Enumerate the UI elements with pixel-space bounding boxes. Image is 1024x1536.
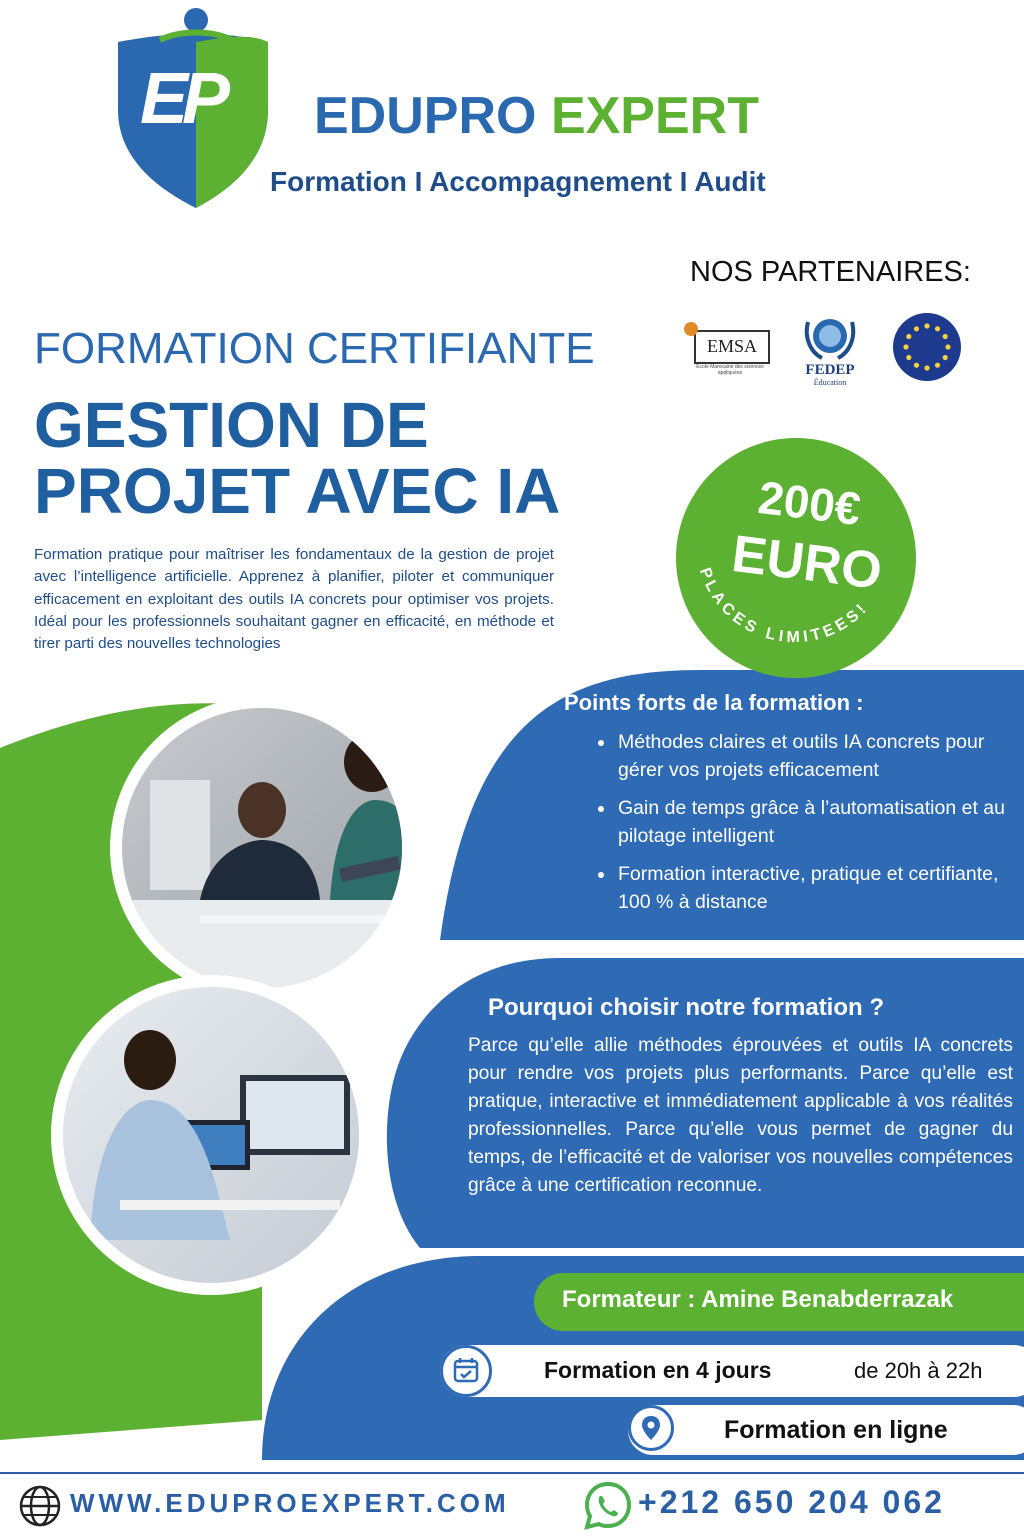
duration-label: Formation en 4 jours [544, 1357, 772, 1383]
partners-title: NOS PARTENAIRES: [690, 256, 971, 288]
brand-name [314, 86, 759, 146]
highlights-list [596, 728, 1006, 926]
website-link[interactable]: WWW.EDUPROEXPERT.COM [70, 1488, 510, 1518]
torch-icon [684, 322, 698, 336]
brand-name-part1: EDUPRO [314, 87, 537, 145]
laurel-globe-icon [800, 312, 860, 362]
formation-kicker: FORMATION CERTIFIANTE [34, 324, 595, 373]
formation-description: Formation pratique pour maîtriser les fondamentaux de la gestion de projet avec l’intelligence artificielle. Apprenez à planifier, piloter et communiquer efficacement en exploitant des outils IA concrets pour optimiser vos projets. Idéal pour les professionnels souhaitant gagner en efficacité, en méthode et tirer parti des nouvelles technologies [34, 546, 554, 653]
emsa-caption: Ecole Marocaine des sciences appliquées [696, 364, 764, 376]
list-item: Formation interactive, pratique et certifiante, 100 % à distance [596, 860, 1006, 916]
title-line-2: PROJET AVEC IA [34, 455, 561, 527]
emsa-label: EMSA [706, 336, 757, 356]
fedep-caption: Éducation [813, 378, 847, 387]
title-line-1: GESTION DE [34, 389, 429, 461]
phone-number[interactable]: +212 650 204 062 [638, 1484, 945, 1520]
brand-name-part2: EXPERT [550, 87, 759, 145]
location-pin-icon [631, 1408, 671, 1448]
fedep-label: FEDEP [805, 362, 855, 378]
eu-flag-icon [892, 312, 962, 382]
partner-logo-fedep [800, 312, 860, 388]
price-currency: EURO [728, 524, 886, 601]
list-item: Gain de temps grâce à l’automatisation et au pilotage intelligent [596, 794, 1006, 850]
globe-icon [18, 1484, 62, 1528]
logo-letters: EP [140, 59, 225, 139]
mode-label: Formation en ligne [724, 1416, 948, 1444]
calendar-icon-wrap [440, 1345, 492, 1397]
trainer-pill [534, 1273, 1024, 1331]
calendar-icon [443, 1348, 489, 1394]
whatsapp-icon [582, 1480, 634, 1532]
location-icon-wrap [628, 1405, 674, 1451]
why-title: Pourquoi choisir notre formation ? [488, 994, 884, 1021]
price-note-arc [676, 438, 916, 678]
why-text: Parce qu’elle allie méthodes éprouvées et outils IA concrets pour rendre vos projets plus performants. Parce qu’elle est pratique, interactive et immédiatement applicable à vos réalités professionnelles. Parce qu’elle vous permet de gagner du temps, de l’efficacité et de valoriser vos nouvelles compétences grâce à une certification reconnue. [468, 1035, 1013, 1196]
price-amount: 200€ [755, 470, 864, 536]
page-title [34, 389, 561, 527]
trainer-label: Formateur : Amine Benabderrazak [562, 1286, 954, 1313]
partner-logo-emsa [686, 322, 770, 382]
price-note: PLACES LIMITEES! [695, 565, 873, 647]
highlights-title: Points forts de la formation : [564, 690, 864, 715]
hours-label: de 20h à 22h [854, 1358, 983, 1383]
list-item: Méthodes claires et outils IA concrets pour gérer vos projets efficacement [596, 728, 1006, 784]
brand-tagline: Formation I Accompagnement I Audit [270, 166, 766, 197]
